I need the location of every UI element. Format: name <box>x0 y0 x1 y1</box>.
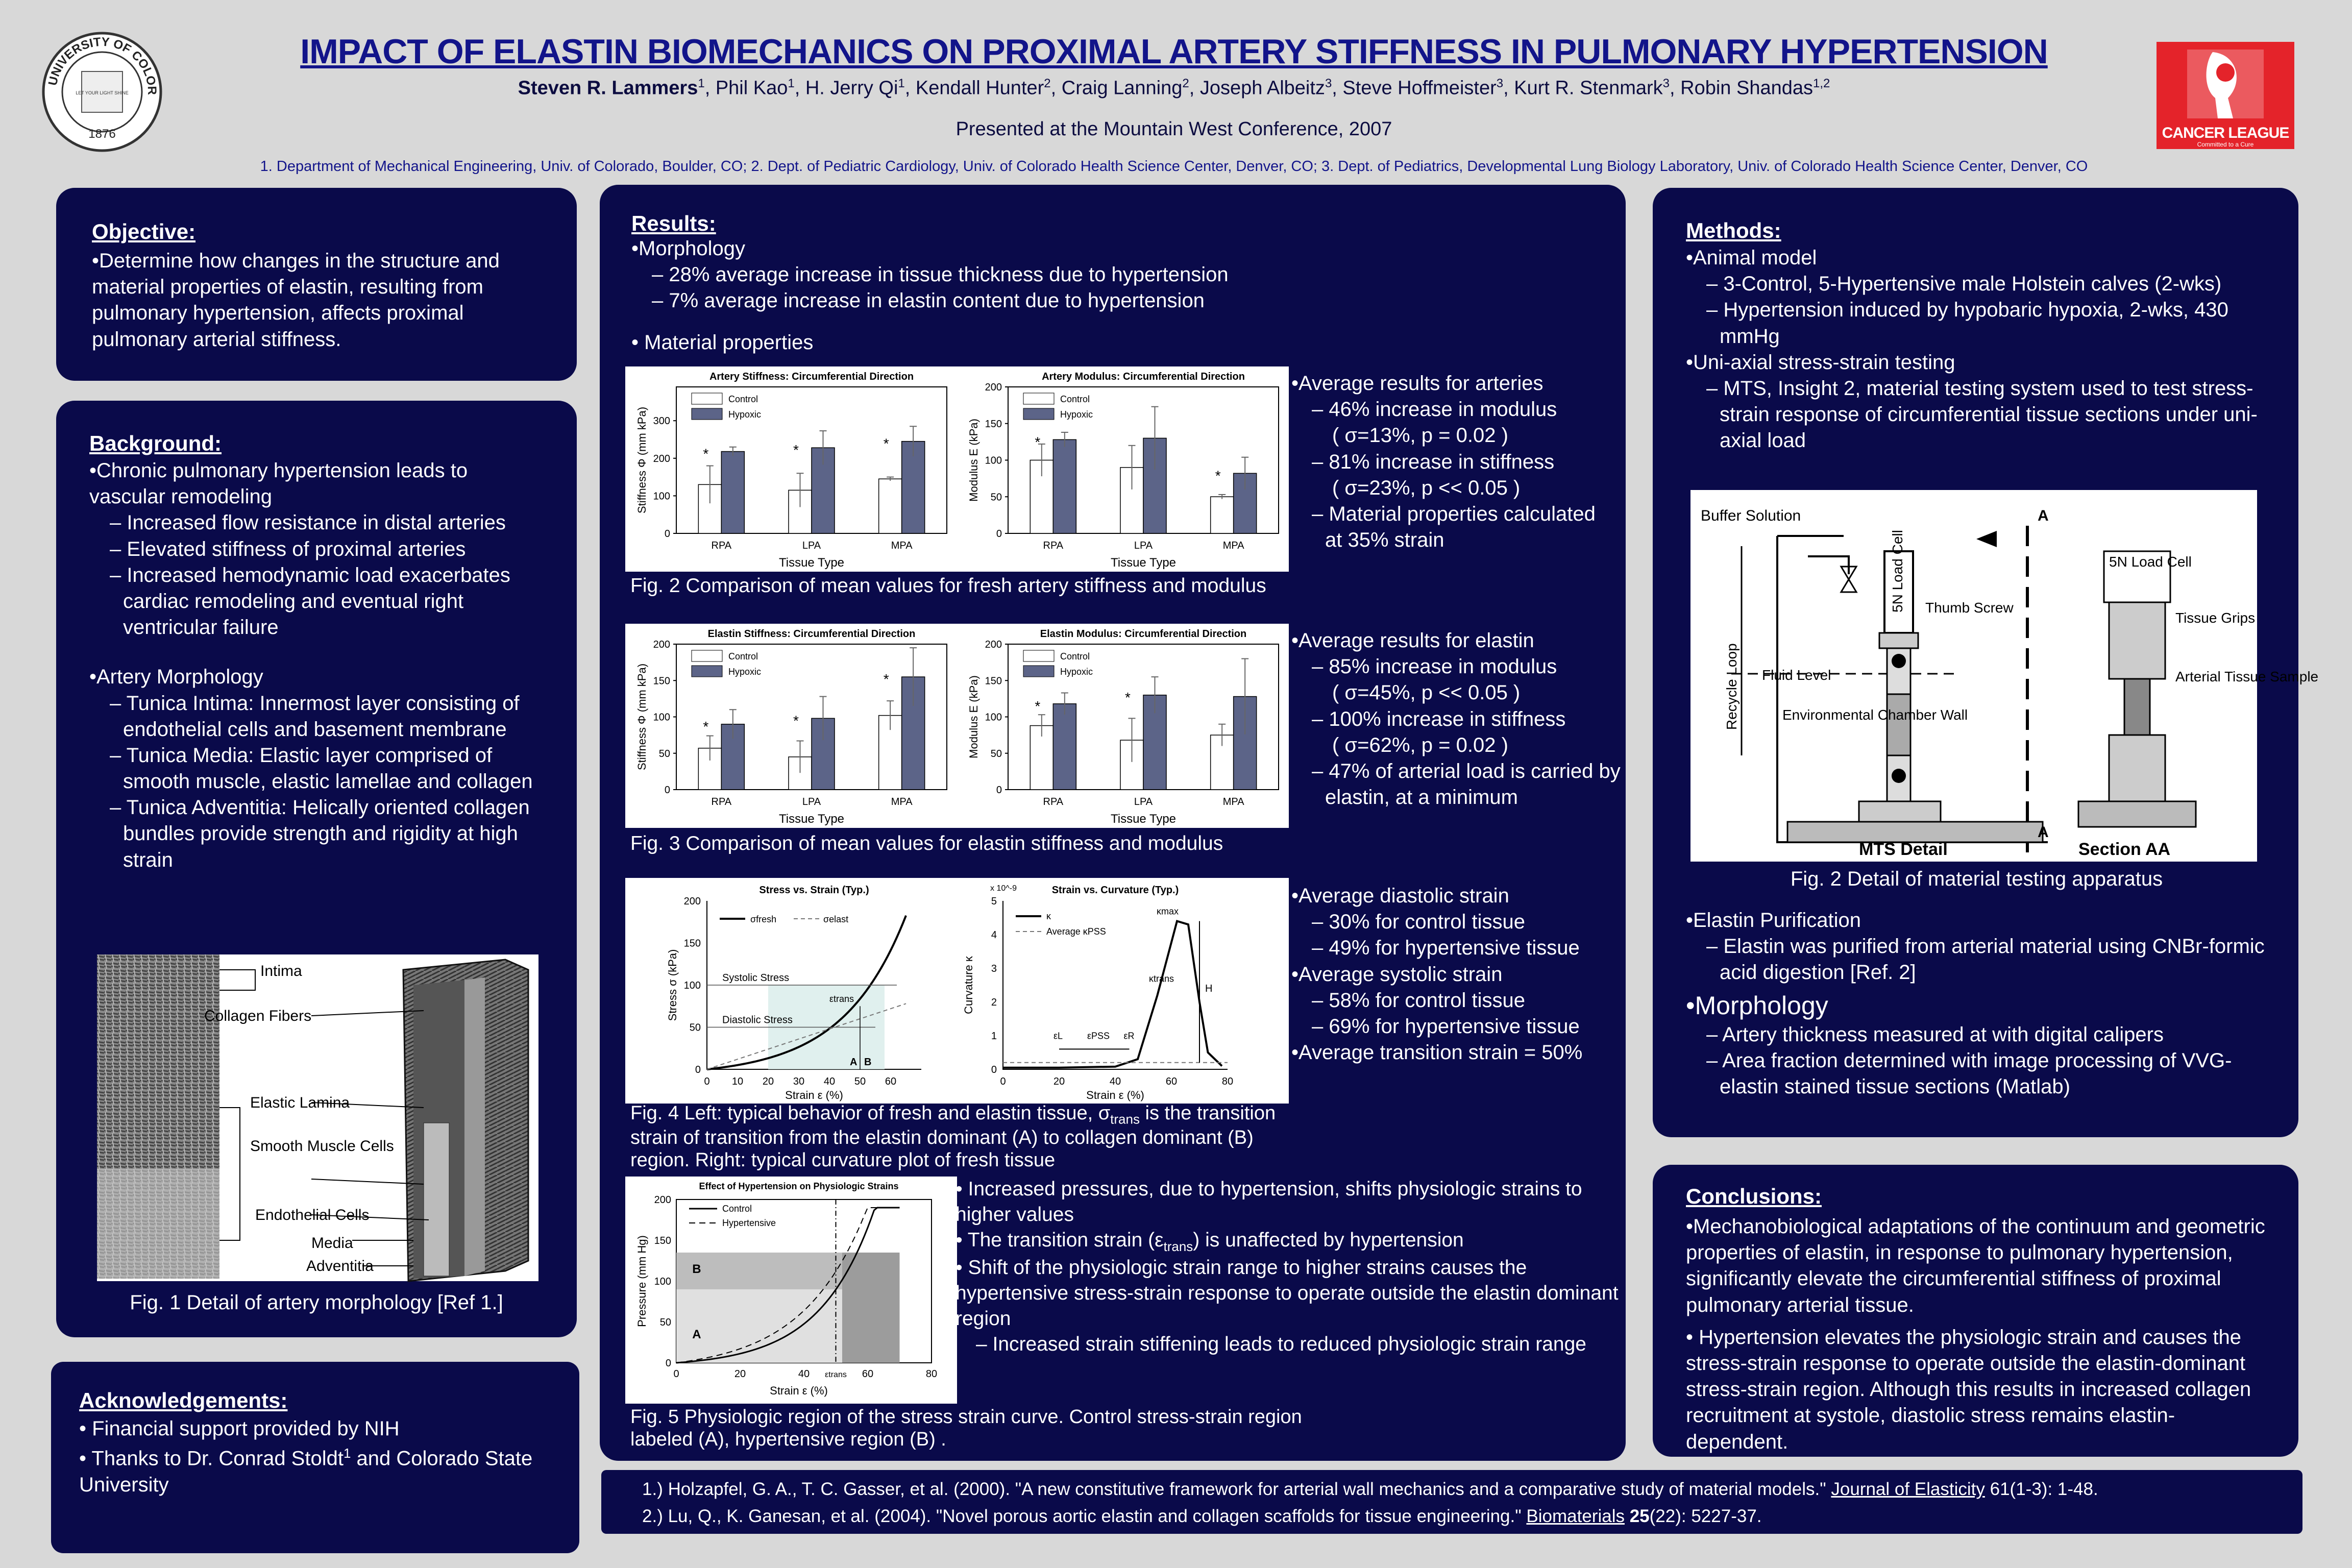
author-name: Craig Lanning <box>1061 77 1183 99</box>
methods-purification-list <box>1686 908 2288 986</box>
y-tick-label: 1 <box>991 1031 997 1042</box>
legend-swatch <box>692 650 722 662</box>
list-item: •Chronic pulmonary hypertension leads to vascular remodeling <box>89 459 468 508</box>
elastin-modulus-chart <box>957 624 1289 828</box>
apparatus-caption: Fig. 2 Detail of material testing apparatus <box>1790 868 2163 890</box>
list-item: •Average systolic strain <box>1291 963 1503 986</box>
x-axis-label: Tissue Type <box>1110 812 1177 826</box>
x-tick-label: 20 <box>762 1076 774 1087</box>
y-tick-label: 50 <box>990 492 1002 503</box>
elastin-stiffness-chart <box>625 624 957 828</box>
seal-text: UNIVERSITY OF COLOR <box>45 35 159 95</box>
significance-marker: * <box>1125 689 1131 705</box>
y-axis-label: Pressure (mm Hg) <box>635 1235 648 1327</box>
y-tick-label: 200 <box>654 1194 671 1206</box>
significance-marker: * <box>703 446 709 462</box>
significance-marker: * <box>883 435 889 452</box>
list-item: – 81% increase in stiffness <box>1312 450 1555 473</box>
apparatus-env: Environmental Chamber Wall <box>1782 707 1968 723</box>
x-tick-label: RPA <box>1043 540 1064 551</box>
chart-title: Effect of Hypertension on Physiologic Strains <box>699 1181 899 1191</box>
apparatus-sample: Arterial Tissue Sample <box>2175 669 2319 684</box>
list-item: – 100% increase in stiffness <box>1312 707 1566 730</box>
list-item: ( σ=23%, p << 0.05 ) <box>1332 476 1521 499</box>
x-tick-label: MPA <box>891 796 913 807</box>
legend-label: Hypoxic <box>728 667 762 677</box>
y-tick-label: 200 <box>653 453 670 464</box>
legend-swatch <box>692 408 722 420</box>
control-region <box>676 1289 842 1363</box>
y-tick-label: 50 <box>689 1022 701 1034</box>
logo-sub: Committed to a Cure <box>2197 141 2254 148</box>
morphology-list <box>89 664 541 873</box>
chart-title: Artery Modulus: Circumferential Direction <box>1042 371 1245 382</box>
logo-text: CANCER LEAGUE <box>2162 125 2289 141</box>
list-item: ( σ=13%, p = 0.02 ) <box>1332 424 1508 447</box>
y-tick-label: 100 <box>654 1276 671 1287</box>
x-axis-label: Tissue Type <box>1110 556 1177 570</box>
y-tick-label: 200 <box>683 896 701 907</box>
x-tick-label: 0 <box>1000 1076 1006 1087</box>
y-tick-label: 150 <box>985 418 1002 430</box>
apparatus-loadcell: 5N Load Cell <box>1890 530 1905 612</box>
list-item: – MTS, Insight 2, material testing system used to test stress-strain response of circumferential tissue sections under uni-axial load <box>1706 377 2258 452</box>
apparatus-grips: Tissue Grips <box>2175 610 2256 626</box>
objective-heading: Objective: <box>92 219 196 243</box>
y-tick-label: 0 <box>996 785 1002 796</box>
axis-scale: x 10^-9 <box>990 884 1017 893</box>
author-name: Kendall Hunter <box>915 77 1044 99</box>
university-seal <box>41 31 163 153</box>
significance-marker: * <box>1035 434 1041 450</box>
x-tick-label: 40 <box>823 1076 836 1087</box>
annotation: εR <box>1123 1031 1135 1041</box>
y-tick-label: 0 <box>991 1064 997 1075</box>
fig1-label-elastic-lamina: Elastic Lamina <box>250 1094 350 1111</box>
fig3-caption: Fig. 3 Comparison of mean values for elastin stiffness and modulus <box>630 832 1223 854</box>
x-tick-label: 40 <box>798 1368 810 1380</box>
x-tick-label: RPA <box>1043 796 1064 807</box>
apparatus-svg <box>1690 490 2319 862</box>
x-tick-label: MPA <box>891 540 913 551</box>
fig1-label-smooth-muscle: Smooth Muscle Cells <box>250 1138 394 1155</box>
list-item: – 85% increase in modulus <box>1312 655 1557 678</box>
x-tick-label: 40 <box>1109 1076 1121 1087</box>
legend-label: Control <box>728 394 758 404</box>
list-item: – Tunica Intima: Innermost layer consisting of endothelial cells and basement membrane <box>110 692 520 741</box>
ack-heading: Acknowledgements: <box>79 1388 288 1412</box>
y-tick-label: 100 <box>653 491 670 502</box>
fig5-caption: Fig. 5 Physiologic region of the stress strain curve. Control stress-strain region labeled (A), hypertensive region (B) . <box>630 1406 1302 1450</box>
fig4-stress-curvature <box>625 878 1289 1104</box>
bar <box>1053 704 1076 790</box>
y-axis-label: Modulus E (kPa) <box>967 675 980 758</box>
x-tick-label: MPA <box>1222 540 1244 551</box>
legend-swatch <box>1023 666 1054 677</box>
legend-label: Hypoxic <box>728 409 762 420</box>
list-item: – Area fraction determined with image processing of VVG-elastin stained tissue sections (Matlab) <box>1706 1049 2232 1098</box>
physiologic-results-list <box>955 1177 1619 1357</box>
author-list: Steven R. Lammers$^1$, Phil Kao$^1$, H. Jerry Qi$^1$, Kendall Hunter$^2$, Craig Lanning$^2$, Joseph Albeitz$^3$, Steve Hoffmeister$^3$, Kurt R. Stenmark$^3$, Robin Shandas$^{1,2}$ <box>518 77 1830 99</box>
list-item: – Elastin was purified from arterial material using CNBr-formic acid digestion [Ref. 2] <box>1706 935 2265 984</box>
list-item: – 30% for control tissue <box>1312 911 1525 934</box>
author-name: Steven R. Lammers <box>518 77 698 99</box>
artery-stiffness-chart <box>625 366 957 572</box>
x-tick-label: RPA <box>711 540 732 551</box>
y-axis-label: Modulus E (kPa) <box>967 419 980 502</box>
author-name: Joseph Albeitz <box>1199 77 1325 99</box>
y-axis-label: Stiffness Φ (mm kPa) <box>635 663 648 771</box>
apparatus-a-bottom: A <box>2038 824 2049 841</box>
x-tick-label: LPA <box>802 540 821 551</box>
x-tick-label: 80 <box>1221 1076 1234 1087</box>
x-axis-label: Tissue Type <box>778 556 845 570</box>
artery-modulus-chart <box>957 366 1289 572</box>
y-tick-label: 0 <box>664 528 670 540</box>
x-tick-label: 20 <box>1053 1076 1065 1087</box>
annotation: Systolic Stress <box>722 972 790 984</box>
y-tick-label: 100 <box>653 712 670 723</box>
y-tick-label: 150 <box>683 938 701 949</box>
strain-results-list <box>1291 883 1623 1066</box>
y-tick-label: 0 <box>695 1064 701 1075</box>
x-tick-label: 50 <box>854 1076 866 1087</box>
list-item: •Average diastolic strain <box>1291 885 1509 907</box>
chart-title: Elastin Modulus: Circumferential Direction <box>1040 628 1247 640</box>
author-name: Steve Hoffmeister <box>1342 77 1497 99</box>
methods-lower <box>1686 908 2288 1100</box>
ack-line-2: • Thanks to Dr. Conrad Stoldt$^1$ and Colorado State University <box>79 1446 533 1496</box>
x-tick-label: LPA <box>802 796 821 807</box>
seal-year: 1876 <box>88 127 116 141</box>
conclusions-p1: •Mechanobiological adaptations of the continuum and geometric properties of elastin, in response to pulmonary hypertension, significantly elevate the circumferential stiffness of proximal pulmonary arterial tissue. <box>1686 1215 2265 1316</box>
author-name: Robin Shandas <box>1680 77 1813 99</box>
x-tick-label: 10 <box>731 1076 744 1087</box>
bar <box>721 452 744 533</box>
significance-marker: * <box>793 442 799 458</box>
methods-heading: Methods: <box>1686 218 1781 242</box>
x-tick-label: 60 <box>885 1076 897 1087</box>
legend-label: Hypoxic <box>1060 667 1093 677</box>
list-item: – Increased flow resistance in distal arteries <box>110 511 506 534</box>
legend-swatch <box>1023 650 1054 662</box>
x-tick-label: 60 <box>1165 1076 1178 1087</box>
y-tick-label: 300 <box>653 415 670 427</box>
list-item: – 47% of arterial load is carried by elastin, at a minimum <box>1312 760 1621 809</box>
annotation: εPSS <box>1087 1031 1110 1041</box>
apparatus-figure <box>1690 490 2319 862</box>
legend-swatch <box>1023 393 1054 404</box>
list-item: •Artery Morphology <box>89 666 263 689</box>
y-tick-label: 150 <box>653 675 670 687</box>
list-item: • Shift of the physiologic strain range to higher strains causes the hypertensive stress-strain response to operate outside the elastin dominant region <box>955 1256 1619 1330</box>
region-label: B <box>692 1262 701 1276</box>
y-tick-label: 50 <box>659 1317 671 1328</box>
conclusions-heading: Conclusions: <box>1686 1184 1822 1208</box>
reference-1: 1.) Holzapfel, G. A., T. C. Gasser, et al. (2000). "A new constitutive framework for arterial wall mechanics and a comparative study of material models." Journal of Elasticity 61(1-3): 1-48. <box>642 1479 2098 1499</box>
y-tick-label: 200 <box>653 639 670 650</box>
ack-line-1: • Financial support provided by NIH <box>79 1417 400 1440</box>
fig5-physiologic-chart <box>625 1177 957 1404</box>
significance-marker: * <box>883 671 889 688</box>
apparatus-a-top: A <box>2038 507 2049 524</box>
methods-list <box>1686 245 2270 454</box>
poster-title: IMPACT OF ELASTIN BIOMECHANICS ON PROXIMAL ARTERY STIFFNESS IN PULMONARY HYPERTENSION <box>300 32 2048 71</box>
fig2-artery-charts <box>625 366 1289 572</box>
acknowledgements-panel <box>51 1362 579 1553</box>
conference-line: Presented at the Mountain West Conference, 2007 <box>955 118 1392 140</box>
bar <box>1211 497 1234 533</box>
y-tick-label: 100 <box>985 712 1002 723</box>
results-morph-2: – 7% average increase in elastin content due to hypertension <box>652 289 1205 312</box>
list-item: ( σ=45%, p << 0.05 ) <box>1332 681 1521 704</box>
author-name: H. Jerry Qi <box>805 77 898 99</box>
bar <box>1053 439 1076 533</box>
y-tick-label: 5 <box>991 896 997 907</box>
legend-label: κ <box>1046 911 1051 921</box>
y-tick-label: 150 <box>654 1235 671 1246</box>
chart-title: Artery Stiffness: Circumferential Direction <box>709 371 914 382</box>
y-tick-label: 0 <box>665 1358 671 1369</box>
list-item: ( σ=62%, p = 0.02 ) <box>1332 733 1508 756</box>
legend-label: σelast <box>823 914 849 924</box>
y-tick-label: 100 <box>683 980 701 991</box>
chart-title: Elastin Stiffness: Circumferential Direction <box>707 628 916 640</box>
apparatus-section: Section AA <box>2078 840 2171 859</box>
annotation: κtrans <box>1149 973 1174 984</box>
list-item: – 49% for hypertensive tissue <box>1312 937 1580 960</box>
legend-label: Hypertensive <box>722 1218 776 1228</box>
author-name: Phil Kao <box>715 77 788 99</box>
list-item: • The transition strain $(\varepsilon_{trans})$ is unaffected by hypertension <box>955 1229 1464 1254</box>
affiliations: 1. Department of Mechanical Engineering, Univ. of Colorado, Boulder, CO; 2. Dept. of Pediatric Cardiology, Univ. of Colorado Health Science Center, Denver, CO; 3. Dept. of Pediatrics, Developmental Lung Biology Laboratory, Univ. of Colorado Health Science Center, Denver, CO <box>260 158 2088 175</box>
y-tick-label: 50 <box>990 748 1002 760</box>
list-item: – Increased hemodynamic load exacerbates cardiac remodeling and eventual right ventricular failure <box>110 564 510 639</box>
significance-marker: * <box>703 718 709 734</box>
y-tick-label: 3 <box>991 963 997 974</box>
fig5-svg <box>625 1177 957 1404</box>
significance-marker: * <box>1215 468 1221 484</box>
x-tick-label: 0 <box>704 1076 710 1087</box>
legend-label: Control <box>728 651 758 662</box>
methods-morph-list <box>1686 1022 2288 1100</box>
x-tick-label: 80 <box>925 1368 938 1380</box>
background-list <box>89 458 541 641</box>
y-tick-label: 50 <box>658 748 670 760</box>
axes <box>1003 901 1228 1069</box>
annotation: Diastolic Stress <box>722 1014 793 1026</box>
list-item: – Elevated stiffness of proximal arteries <box>110 537 466 560</box>
list-item: – Tunica Media: Elastic layer comprised of smooth muscle, elastic lamellae and collagen <box>110 744 533 793</box>
objective-text: •Determine how changes in the structure and material properties of elastin, resulting from pulmonary hypertension, affects proximal pulmonary arterial stiffness. <box>92 250 500 351</box>
apparatus-thumb: Thumb Screw <box>1925 600 2014 616</box>
list-item: •Uni-axial stress-strain testing <box>1686 351 1955 374</box>
x-tick-label: 30 <box>793 1076 805 1087</box>
annotation: B <box>864 1057 872 1068</box>
annotation: εtrans <box>829 994 854 1004</box>
apparatus-loadcell2: 5N Load Cell <box>2109 554 2192 570</box>
annotation: H <box>1205 983 1213 995</box>
fig1-caption: Fig. 1 Detail of artery morphology [Ref 1.] <box>130 1291 503 1314</box>
apparatus-fluid: Fluid Level <box>1762 667 1831 683</box>
y-tick-label: 150 <box>985 675 1002 687</box>
y-axis-label: Curvature κ <box>962 956 975 1014</box>
y-tick-label: 200 <box>985 382 1002 393</box>
x-axis-label: Strain ε (%) <box>1086 1089 1144 1101</box>
list-item: – 46% increase in modulus <box>1312 398 1557 421</box>
apparatus-recycle: Recycle Loop <box>1724 643 1739 730</box>
list-item: •Average results for elastin <box>1291 629 1534 652</box>
x-axis-label: Tissue Type <box>778 812 845 826</box>
legend-label: Average κPSS <box>1046 926 1106 937</box>
legend-label: Control <box>1060 394 1090 404</box>
list-item: •Animal model <box>1686 247 1817 269</box>
y-tick-label: 2 <box>991 997 997 1008</box>
series-line <box>1003 921 1222 1068</box>
reference-2: 2.) Lu, Q., K. Ganesan, et al. (2004). "Novel porous aortic elastin and collagen scaffolds for tissue engineering." Biomaterials 25(22): 5227-37. <box>642 1506 1762 1526</box>
methods-morph-heading: •Morphology <box>1686 991 1828 1020</box>
cancer-league-logo <box>2157 42 2294 149</box>
region-label: A <box>692 1328 701 1341</box>
list-item: – Increased strain stiffening leads to reduced physiologic strain range <box>976 1333 1586 1355</box>
list-item: – Material properties calculated at 35% strain <box>1312 502 1596 552</box>
x-tick-label: 60 <box>862 1368 874 1380</box>
y-axis-label: Stiffness Φ (mm kPa) <box>635 406 648 514</box>
list-item: •Elastin Purification <box>1686 909 1861 932</box>
legend-label: Hypoxic <box>1060 409 1093 420</box>
y-tick-label: 0 <box>996 528 1002 540</box>
fig2-caption: Fig. 2 Comparison of mean values for fresh artery stiffness and modulus <box>630 575 1266 597</box>
overlap-region <box>842 1253 900 1363</box>
conclusions-panel <box>1653 1165 2298 1457</box>
list-item: •Average transition strain = 50% <box>1291 1041 1583 1064</box>
legend-label: Control <box>1060 651 1090 662</box>
chart-title: Stress vs. Strain (Typ.) <box>759 885 869 896</box>
fig1-label-endothelial: Endothelial Cells <box>255 1207 370 1223</box>
list-item: – 3-Control, 5-Hypertensive male Holstein calves (2-wks) <box>1706 273 2222 296</box>
x-axis-label: Strain ε (%) <box>770 1384 828 1397</box>
artery-morphology-figure <box>97 954 538 1281</box>
fig1-label-adventitia: Adventitia <box>306 1258 374 1275</box>
significance-marker: * <box>1035 698 1041 714</box>
fig4-svg <box>625 878 1289 1104</box>
x-tick-label: RPA <box>711 796 732 807</box>
x-tick-label: 20 <box>734 1368 746 1380</box>
legend-label: σfresh <box>750 914 777 924</box>
results-morph: •Morphology <box>631 237 746 260</box>
fig1-label-collagen: Collagen Fibers <box>204 1008 312 1024</box>
fig4-caption: Fig. 4 Left: typical behavior of fresh and elastin tissue, $\sigma_{trans}$ is the transition strain of transition from the elastin dominant (A) to collagen dominant (B) region. Right: typical curvature plot of fresh tissue <box>630 1102 1276 1171</box>
list-item: – Tunica Adventitia: Helically oriented collagen bundles provide strength and rigidity at high strain <box>110 796 530 871</box>
legend-swatch <box>1023 408 1054 420</box>
annotation: εL <box>1054 1031 1063 1041</box>
conclusions-p2: • Hypertension elevates the physiologic strain and causes the stress-strain response to operate outside the elastin-dominant stress-strain region. Although this results in increased collagen recruitment at systole, diastolic stress remains elastin-dependent. <box>1686 1326 2251 1453</box>
x-tick-label: 0 <box>673 1368 679 1380</box>
author-name: Kurt R. Stenmark <box>1514 77 1663 99</box>
logo-graphic-icon <box>2157 42 2294 124</box>
x-tick-label: LPA <box>1134 796 1153 807</box>
apparatus-buffer: Buffer Solution <box>1701 507 1801 524</box>
y-tick-label: 100 <box>985 455 1002 467</box>
chart-title: Strain vs. Curvature (Typ.) <box>1051 885 1179 896</box>
fig3-elastin-charts <box>625 624 1289 828</box>
list-item: • Increased pressures, due to hypertension, shifts physiologic strains to higher values <box>955 1178 1582 1226</box>
bar <box>879 479 902 533</box>
objective-panel <box>56 188 577 381</box>
list-item: – Hypertension induced by hypobaric hypoxia, 2-wks, 430 mmHg <box>1706 299 2228 348</box>
x-tick-label: MPA <box>1222 796 1244 807</box>
annotation: A <box>850 1057 857 1068</box>
y-axis-label: Stress σ (kPa) <box>666 949 679 1021</box>
x-tick-label: LPA <box>1134 540 1153 551</box>
significance-marker: * <box>793 713 799 729</box>
background-heading: Background: <box>89 431 222 455</box>
artery-results-list <box>1291 371 1618 553</box>
y-tick-label: 4 <box>991 929 997 941</box>
list-item: – 58% for control tissue <box>1312 989 1525 1012</box>
list-item: – Artery thickness measured at with digital calipers <box>1706 1023 2164 1046</box>
x-axis-label: Strain ε (%) <box>785 1089 843 1101</box>
legend-swatch <box>692 666 722 677</box>
elastin-results-list <box>1291 628 1623 811</box>
legend-swatch <box>692 393 722 404</box>
list-item: •Average results for arteries <box>1291 372 1544 395</box>
references-panel <box>601 1470 2302 1534</box>
results-heading: Results: <box>631 211 716 235</box>
annotation: κmax <box>1157 906 1179 917</box>
y-tick-label: 0 <box>664 785 670 796</box>
seal-motto: LET YOUR LIGHT SHINE <box>76 90 129 95</box>
annotation: εtrans <box>825 1370 847 1379</box>
fig1-label-media: Media <box>311 1235 353 1252</box>
fig1-label-intima: Intima <box>260 963 302 979</box>
apparatus-mts: MTS Detail <box>1859 840 1948 859</box>
list-item: – 69% for hypertensive tissue <box>1312 1015 1580 1038</box>
results-matprops: • Material properties <box>631 331 814 354</box>
y-tick-label: 200 <box>985 639 1002 650</box>
legend-label: Control <box>722 1204 752 1214</box>
results-morph-1: – 28% average increase in tissue thickness due to hypertension <box>652 263 1229 286</box>
